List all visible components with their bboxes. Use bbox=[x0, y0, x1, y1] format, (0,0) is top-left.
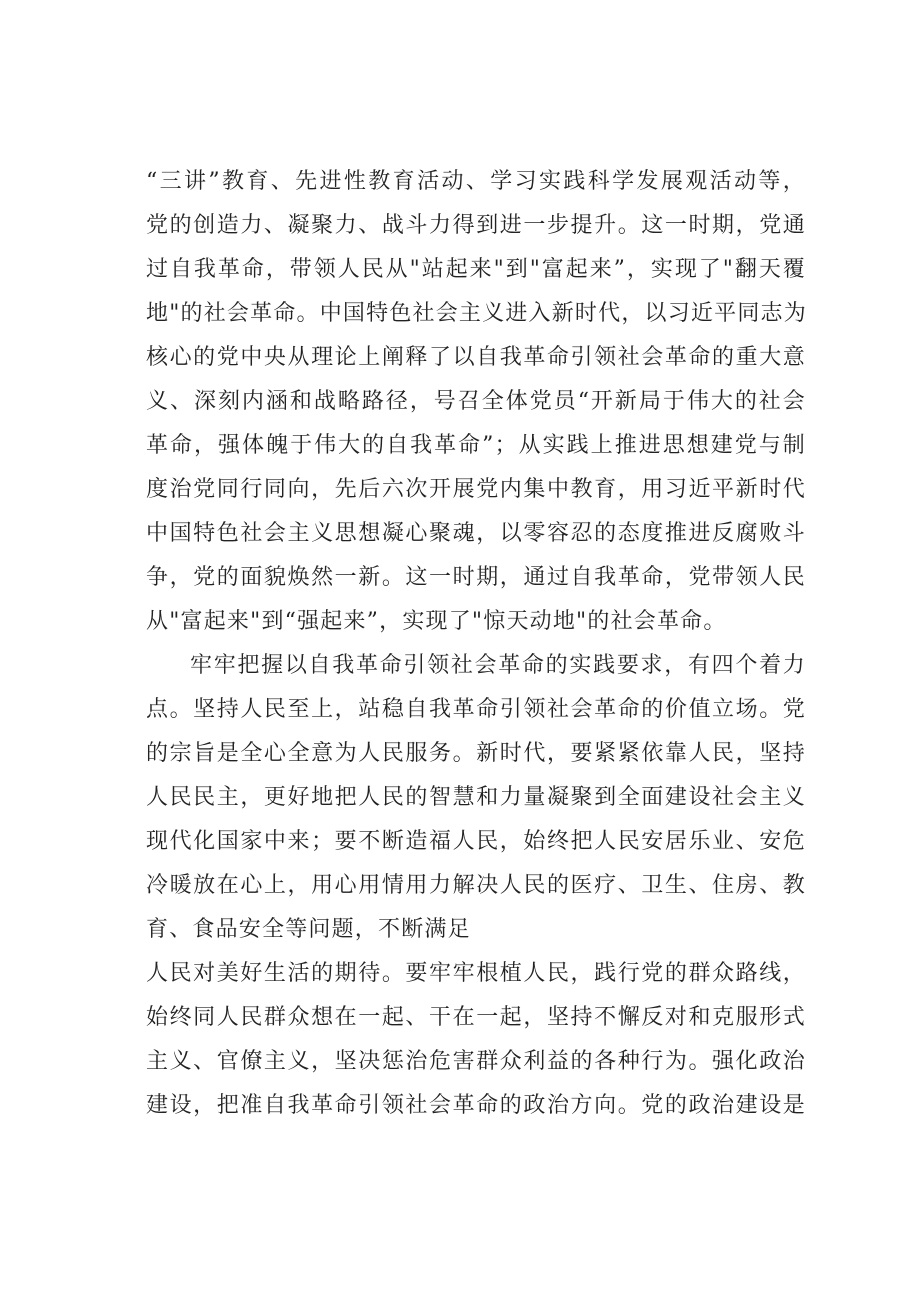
text-line: 核心的党中央从理论上阐释了以自我革命引领社会革命的重大意 bbox=[146, 345, 806, 370]
text-line: 度治党同行同向，先后六次开展党内集中教育，用习近平新时代 bbox=[146, 477, 806, 502]
text-line: 冷暖放在心上，用心用情用力解决人民的医疗、卫生、住房、教 bbox=[146, 873, 806, 898]
text-line: 人民对美好生活的期待。要牢牢根植人民，践行党的群众路线， bbox=[146, 961, 806, 986]
text-line: 革命，强体魄于伟大的自我革命”；从实践上推进思想建党与制 bbox=[146, 433, 806, 458]
text-line-break: 育、食品安全等问题，不断满足 bbox=[146, 917, 471, 942]
text-line: 义、深刻内涵和战略路径，号召全体党员“开新局于伟大的社会 bbox=[146, 389, 806, 414]
text-line: 党的创造力、凝聚力、战斗力得到进一步提升。这一时期，党通 bbox=[146, 213, 806, 238]
text-line: 的宗旨是全心全意为人民服务。新时代，要紧紧依靠人民，坚持 bbox=[146, 741, 806, 766]
text-line-paragraph-end: 从"富起来"到“强起来”，实现了"惊天动地"的社会革命。 bbox=[146, 609, 727, 634]
text-line: 现代化国家中来；要不断造福人民，始终把人民安居乐业、安危 bbox=[146, 829, 806, 854]
text-line: 主义、官僚主义，坚决惩治危害群众利益的各种行为。强化政治 bbox=[146, 1049, 806, 1074]
text-line: 人民民主，更好地把人民的智慧和力量凝聚到全面建设社会主义 bbox=[146, 785, 806, 810]
text-line: 地"的社会革命。中国特色社会主义进入新时代，以习近平同志为 bbox=[146, 301, 807, 326]
text-line: 始终同人民群众想在一起、干在一起，坚持不懈反对和克服形式 bbox=[146, 1005, 806, 1030]
text-line: 过自我革命，带领人民从"站起来"到"富起来”，实现了"翻天覆 bbox=[146, 257, 806, 282]
body-text bbox=[146, 160, 806, 1128]
text-line: “三讲”教育、先进性教育活动、学习实践科学发展观活动等， bbox=[146, 169, 806, 194]
text-line: 建设，把准自我革命引领社会革命的政治方向。党的政治建设是 bbox=[146, 1093, 806, 1118]
text-line: 争，党的面貌焕然一新。这一时期，通过自我革命，党带领人民 bbox=[146, 565, 806, 590]
text-line: 点。坚持人民至上，站稳自我革命引领社会革命的价值立场。党 bbox=[146, 697, 806, 722]
text-line-paragraph-start: 牢牢把握以自我革命引领社会革命的实践要求，有四个着力 bbox=[190, 653, 806, 678]
text-line: 中国特色社会主义思想凝心聚魂，以零容忍的态度推进反腐败斗 bbox=[146, 521, 806, 546]
